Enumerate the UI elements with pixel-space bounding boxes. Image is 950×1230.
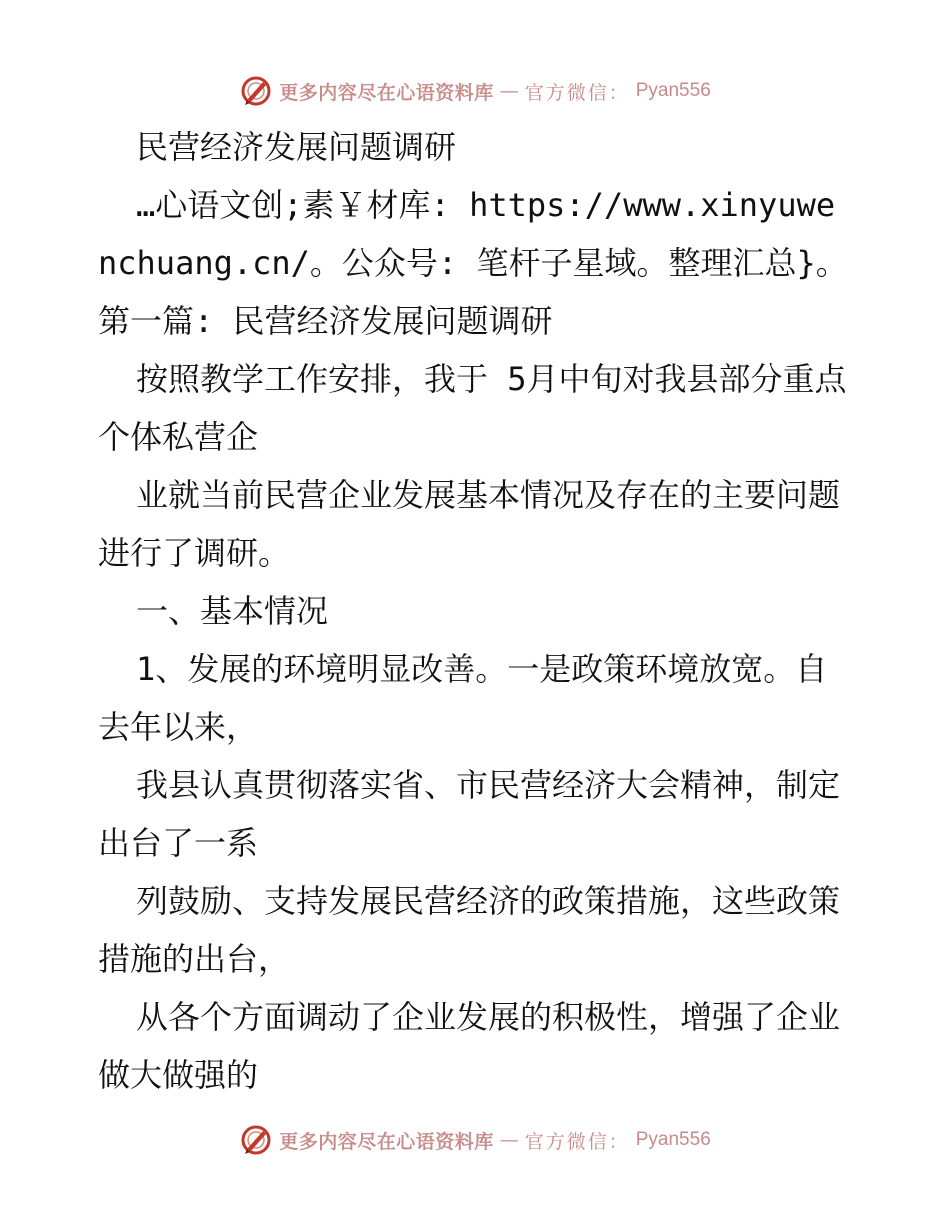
footer-site-text: 更多内容尽在心语资料库 (279, 1130, 494, 1153)
document-body (98, 118, 854, 1104)
source-paragraph: …心语文创;素￥材库: https://www.xinyuwenchuang.cn/。公众号: 笔杆子星域。整理汇总}。第一篇: 民营经济发展问题调研 (98, 186, 848, 340)
header-wechat-label: 官方微信： (524, 81, 630, 104)
footer-wechat-label: 官方微信： (524, 1130, 630, 1153)
footer-dash: — (499, 1129, 519, 1151)
body-paragraph: 从各个方面调动了企业发展的积极性，增强了企业做大做强的 (98, 998, 841, 1094)
pen-circle-logo-icon (239, 74, 273, 108)
body-paragraph: 1、发展的环境明显改善。一是政策环境放宽。自去年以来， (98, 650, 828, 746)
body-paragraph: 列鼓励、支持发展民营经济的政策措施，这些政策措施的出台， (98, 882, 841, 978)
section-heading: 一、基本情况 (136, 592, 329, 630)
body-paragraph: 按照教学工作安排，我于 5月中旬对我县部分重点个体私营企 (98, 360, 847, 456)
body-paragraph: 业就当前民营企业发展基本情况及存在的主要问题进行了调研。 (98, 476, 841, 572)
body-paragraph: 我县认真贯彻落实省、市民营经济大会精神，制定出台了一系 (98, 766, 841, 862)
header-banner (0, 71, 950, 111)
pen-circle-logo-icon (239, 1123, 273, 1157)
footer-wechat-id: Pyan556 (635, 1129, 711, 1150)
header-site-text: 更多内容尽在心语资料库 (279, 81, 494, 104)
header-dash: — (499, 80, 519, 102)
footer-banner (0, 1120, 950, 1160)
header-wechat-id: Pyan556 (635, 80, 711, 101)
doc-title-paragraph: 民营经济发展问题调研 (136, 128, 457, 166)
